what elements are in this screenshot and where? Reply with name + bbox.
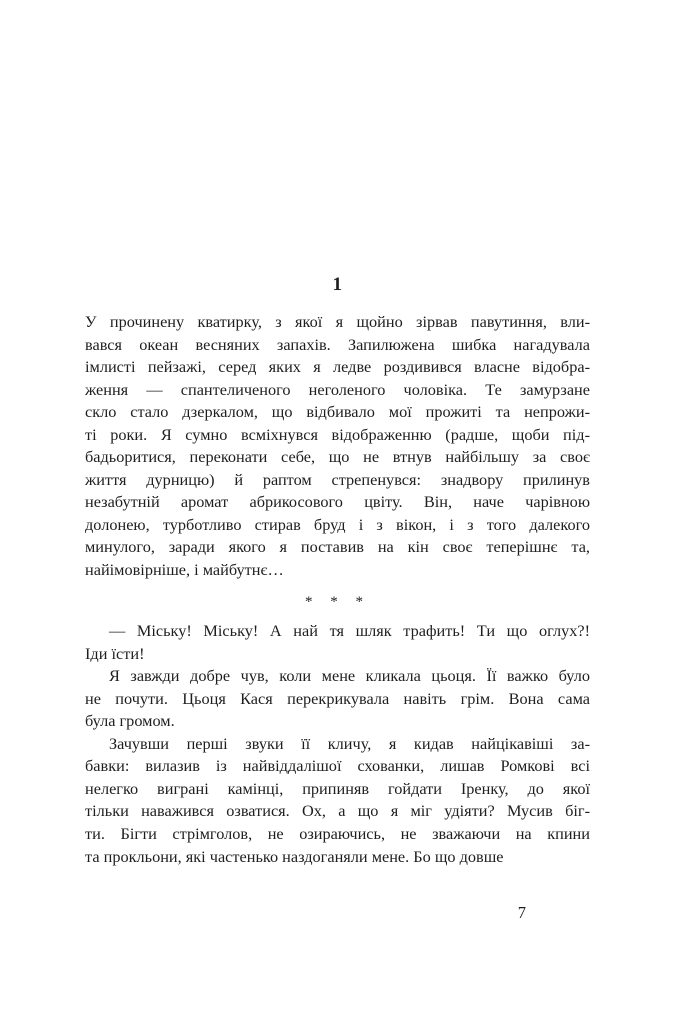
section-separator: * * * (305, 593, 370, 610)
paragraph (85, 665, 590, 733)
text-line: бадьоритися, переконати себе, що не втнув найбільшу за своє (85, 447, 590, 467)
paragraph (85, 311, 590, 582)
text-line: — Міську! Міську! А най тя шляк трафить! Ти що оглух?! (109, 621, 590, 641)
text-line: Зачувши перші звуки її кличу, я кидав найцікавіші за- (109, 733, 590, 753)
text-line: тільки наважився озватися. Ох, а що я міг удіяти? Мусив біг- (85, 801, 590, 821)
text-line: минулого, заради якого я поставив на кін своє теперішнє та, (85, 537, 590, 557)
text-line: бавки: вилазив із найвіддалішої схованки, лишав Ромкові всі (85, 756, 590, 776)
text-line: Я завжди добре чув, коли мене кликала цьоця. Її важко було (109, 666, 590, 686)
text-line: та прокльони, які частенько наздоганяли мене. Бо що довше (85, 846, 504, 866)
text-line: долонею, турботливо стирав бруд і з вікон, і з того далекого (85, 514, 590, 534)
text-line: ті роки. Я сумно всміхнувся відображенню (радше, щоби під- (85, 424, 590, 444)
text-line: була громом. (85, 711, 175, 731)
text-line: не почути. Цьоця Кася перекрикувала навіть грім. Вона сама (85, 688, 590, 708)
paragraph (85, 733, 590, 868)
text-line: життя дурницю) й раптом стрепенувся: знадвору прилинув (85, 469, 590, 489)
text-line: скло стало дзеркалом, що відбивало мої прожиті та непрожи- (85, 402, 590, 422)
text-line: найімовірніше, і майбутнє… (85, 560, 284, 580)
page-number: 7 (517, 903, 526, 922)
chapter-heading: 1 (332, 274, 343, 295)
text-line: нелегко виграні камінці, припиняв гойдати Іренку, до якої (85, 778, 590, 798)
paragraph (85, 620, 590, 665)
text-line: У прочинену кватирку, з якої я щойно зірвав павутиння, вли- (85, 312, 590, 331)
text-line: незабутній аромат абрикосового цвіту. Він, наче чарівною (85, 492, 590, 512)
text-line: імлисті пейзажі, серед яких я ледве роздивився власне відобра- (85, 357, 590, 377)
text-line: вався океан весняних запахів. Запилюжена шибка нагадувала (85, 334, 590, 354)
text-line: ження — спантеличеного неголеного чоловіка. Те замурзане (85, 379, 590, 399)
text-block (85, 311, 590, 868)
text-line: ти. Бігти стрімголов, не озираючись, не зважаючи на кпини (85, 824, 590, 844)
text-line: Іди їсти! (85, 643, 145, 663)
